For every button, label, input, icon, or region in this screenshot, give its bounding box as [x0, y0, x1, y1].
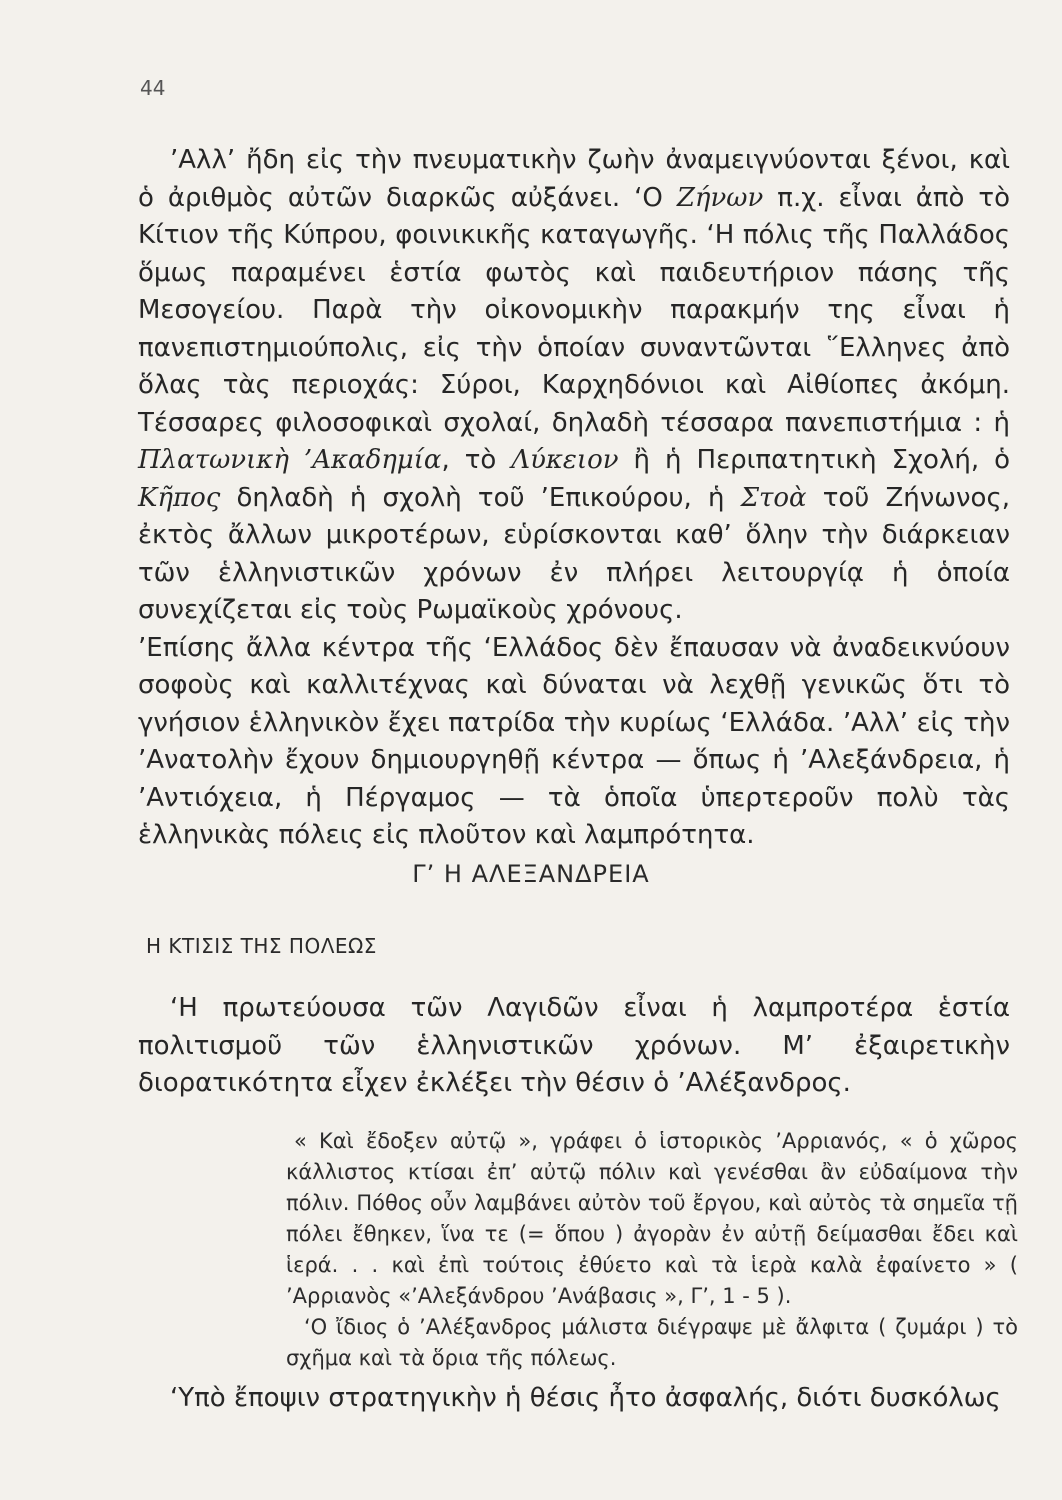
italic-term-stoa: Στοὰ: [740, 482, 807, 513]
paragraph-text: ‘Η πρωτεύουσα τῶν Λαγιδῶν εἶναι ἡ λαμπροτέρα ἑστία πολιτισμοῦ τῶν ἑλληνιστικῶν χρόνων. Μ’ ἐξαιρετικὴν διορατικότητα εἶχεν ἐκλέξει τὴν θέσιν ὁ ’Αλέξανδρος.: [138, 993, 1010, 1098]
text-run: ἢ ἡ Περιπατητικὴ Σχολή, ὁ: [618, 445, 1010, 475]
paragraph-text: ‘Υπὸ ἔποψιν στρατηγικὴν ἡ θέσις ἦτο ἀσφαλής, διότι δυσκόλως: [170, 1383, 1001, 1413]
quote-paragraph: « Καὶ ἔδοξεν αὐτῷ », γράφει ὁ ἱστορικὸς ’Αρριανός, « ὁ χῶρος κάλλιστος κτίσαι ἐπ’ αὐτῷ πόλιν καὶ γενέσθαι ἂν εὐδαίμονα τὴν πόλιν. Πόθος οὖν λαμβάνει αὐτὸν τοῦ ἔργου, καὶ αὐτὸς τὰ σημεῖα τῇ πόλει ἔθηκεν, ἵνα τε (= ὅπου ) ἀγορὰν ἐν αὐτῇ δείμασθαι ἔδει καὶ ἱερά. . . καὶ ἐπὶ τούτοις ἐθύετο καὶ τὰ ἱερὰ καλὰ ἐφαίνετο » ( ’Αρριανὸς «’Αλεξάνδρου ’Ανάβασις », Γ’, 1 - 5 ).: [286, 1129, 1018, 1308]
intro-text-block: [138, 142, 1010, 855]
section-heading: Η ΚΤΙΣΙΣ ΤΗΣ ΠΟΛΕΩΣ: [146, 934, 377, 958]
text-run: τοῦ Ζήνωνος, ἐκτὸς ἄλλων μικροτέρων, εὑρίσκονται καθ’ ὅλην τὴν διάρκειαν τῶν ἑλληνιστικῶν χρόνων ἐν πλήρει λειτουργίᾳ ἡ ὁποία συνεχίζεται εἰς τοὺς Ρωμαϊκοὺς χρόνους.: [138, 482, 1010, 625]
italic-term-lyceum: Λύκειον: [511, 445, 619, 475]
text-run: ’Αλλ’ ἤδη εἰς τὴν πνευματικὴν ζωὴν ἀναμειγνύονται ξένοι, καὶ ὁ ἀριθμὸς αὐτῶν διαρκῶς αὐξάνει. ‘Ο: [138, 145, 1010, 213]
text-run: π.χ. εἶναι ἀπὸ τὸ Κίτιον τῆς Κύπρου, φοινικικῆς καταγωγῆς. ‘Η πόλις τῆς Παλλάδος ὅμως παραμένει ἑστία φωτὸς καὶ παιδευτήριον πάσης τῆς Μεσογείου. Παρὰ τὴν οἰκονομικὴν παρακμήν της εἶναι ἡ πανεπιστημιούπολις, εἰς τὴν ὁποίαν συναντῶνται ῞Ελληνες ἀπὸ ὅλας τὰς περιοχάς: Σύροι, Καρχηδόνιοι καὶ Αἰθίοπες ἀκόμη. Τέσσαρες φιλοσοφικαὶ σχολαί, δηλαδὴ τέσσαρα πανεπιστήμια : ἡ: [138, 182, 1010, 438]
text-run: ’Επίσης ἄλλα κέντρα τῆς ‘Ελλάδος δὲν ἔπαυσαν νὰ ἀναδεικνύουν σοφοὺς καὶ καλλιτέχνας καὶ δύναται νὰ λεχθῇ γενικῶς ὅτι τὸ γνήσιον ἑλληνικὸν ἔχει πατρίδα τὴν κυρίως ‘Ελλάδα. ’Αλλ’ εἰς τὴν ’Ανατολὴν ἔχουν δημιουργηθῇ κέντρα — ὅπως ἡ ’Αλεξάνδρεια, ἡ ’Αντιόχεια, ἡ Πέργαμος — τὰ ὁποῖα ὑπερτεροῦν πολὺ τὰς ἑλληνικὰς πόλεις εἰς πλοῦτον καὶ λαμπρότητα.: [138, 632, 1010, 850]
paragraph: [138, 1380, 1010, 1418]
text-run: , τὸ: [441, 445, 512, 475]
page-number: 44: [140, 76, 166, 100]
paragraph: [138, 142, 1010, 630]
italic-term-academy: Πλατωνικὴ ’Ακαδημία: [138, 445, 442, 475]
italic-term-zenon: Ζήνων: [676, 182, 764, 213]
text-run: δηλαδὴ ἡ σχολὴ τοῦ ’Επικούρου, ἡ: [220, 482, 741, 513]
italic-term-garden: Κῆπος: [138, 482, 221, 513]
paragraph: [138, 990, 1010, 1103]
chapter-heading: Γ’ Η ΑΛΕΞΑΝΔΡΕΙΑ: [412, 860, 650, 888]
block-quote: [286, 1126, 1018, 1374]
paragraph: [138, 630, 1010, 855]
quote-paragraph: ‘Ο ἴδιος ὁ ’Αλέξανδρος μάλιστα διέγραψε μὲ ἄλφιτα ( ζυμάρι ) τὸ σχῆμα καὶ τὰ ὅρια τῆς πόλεως.: [286, 1315, 1018, 1370]
